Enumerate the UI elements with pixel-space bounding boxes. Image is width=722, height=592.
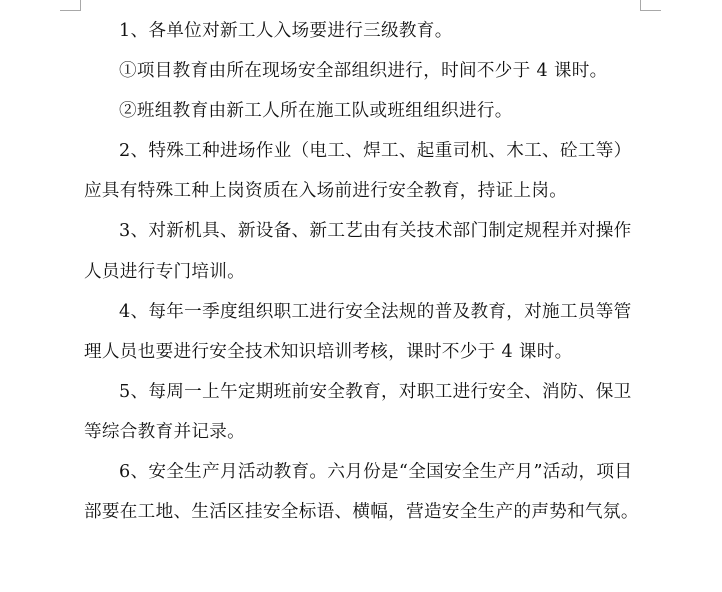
margin-corner-mark-right bbox=[640, 0, 661, 11]
paragraph-4: 4、每年一季度组织职工进行安全法规的普及教育，对施工员等管理人员也要进行安全技术知识培训考核，课时不少于 4 课时。 bbox=[84, 301, 632, 362]
paragraph-1-item-2: ②班组教育由新工人所在施工队或班组组织进行。 bbox=[119, 101, 513, 122]
paragraph-1: 1、各单位对新工人入场要进行三级教育。 bbox=[119, 21, 453, 41]
paragraph-3: 3、对新机具、新设备、新工艺由有关技术部门制定规程并对操作人员进行专门培训。 bbox=[84, 221, 632, 282]
paragraph-5: 5、每周一上午定期班前安全教育，对职工进行安全、消防、保卫等综合教育并记录。 bbox=[84, 381, 632, 442]
margin-corner-mark-left bbox=[60, 0, 81, 11]
document-body bbox=[84, 11, 640, 532]
paragraph-1-item-1: ①项目教育由所在现场安全部组织进行，时间不少于 4 课时。 bbox=[119, 61, 608, 82]
paragraph-6: 6、安全生产月活动教育。六月份是“全国安全生产月”活动，项目部要在工地、生活区挂安全标语、横幅，营造安全生产的声势和气氛。 bbox=[84, 462, 639, 523]
paragraph-2: 2、特殊工种进场作业（电工、焊工、起重司机、木工、砼工等）应具有特殊工种上岗资质在入场前进行安全教育，持证上岗。 bbox=[84, 141, 632, 202]
